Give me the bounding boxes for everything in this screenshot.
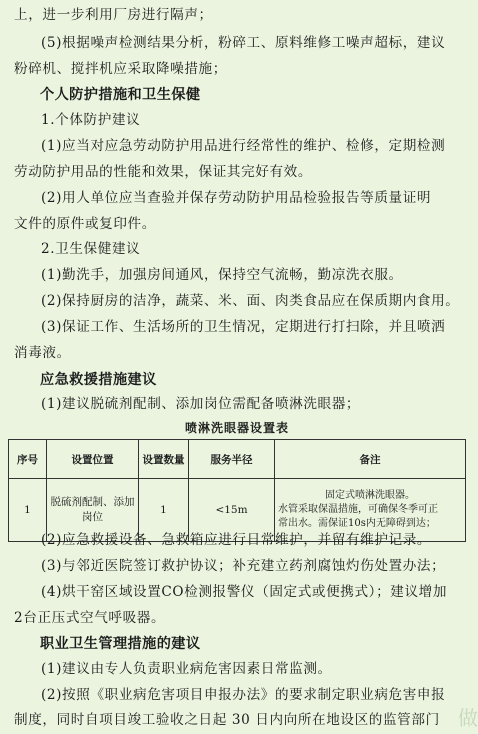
paragraph-line: (1)建议由专人负责职业病危害因素日常监测。 — [41, 661, 332, 677]
section-heading: 职业卫生管理措施的建议 — [40, 636, 201, 652]
subsection-heading: 1.个体防护建议 — [41, 112, 141, 128]
paragraph-line: (2)应急救援设备、急救箱应进行日常维护，并留有维护记录。 — [41, 532, 432, 548]
paragraph-line: 劳动防护用品的性能和效果，保证其完好有效。 — [14, 164, 313, 180]
header-cell: 序号 — [9, 440, 47, 479]
paragraph-line: (5)根据噪声检测结果分析，粉碎工、原料维修工噪声超标，建议 — [41, 35, 446, 51]
cell-no: 1 — [9, 479, 47, 542]
paragraph-line: (3)与邻近医院签订救护协议；补充建立药剂腐蚀灼伤处置办法； — [41, 558, 446, 574]
paragraph-line: 2台正压式空气呼吸器。 — [14, 610, 166, 626]
paragraph-line: (4)烘干窑区域设置CO检测报警仪（固定式或便携式）；建议增加 — [41, 584, 448, 600]
table-caption: 喷淋洗眼器设置表 — [184, 421, 289, 435]
paragraph-line: (1)勤洗手，加强房间通风，保持空气流畅，勤凉洗衣服。 — [41, 267, 403, 283]
paragraph-line: 粉碎机、搅拌机应采取降噪措施； — [14, 61, 227, 77]
remark-line: 常出水。需保证10s内无障碍到达； — [278, 518, 436, 529]
paragraph-line: (3)保证工作、生活场所的卫生情况，定期进行打扫除，并且喷洒 — [41, 319, 446, 335]
paragraph-line: (1)应当对应急劳动防护用品进行经常性的维护、检修，定期检测 — [41, 138, 446, 154]
header-cell: 设置位置 — [47, 440, 139, 479]
paragraph-line: (1)建议脱硫剂配制、添加岗位需配备喷淋洗眼器； — [41, 396, 361, 412]
paragraph-line: 消毒液。 — [14, 345, 71, 361]
subsection-heading: 2.卫生保健建议 — [41, 241, 141, 257]
section-heading: 个人防护措施和卫生保健 — [40, 87, 201, 103]
cell-location: 脱硫剂配制、添加岗位 — [47, 479, 139, 542]
watermark-text: 做 — [458, 706, 478, 730]
remark-line: 水管采取保温措施，可确保冬季可正 — [278, 504, 438, 515]
table-header-row — [9, 440, 466, 479]
cell-qty: 1 — [139, 479, 189, 542]
header-cell: 备注 — [275, 440, 466, 479]
paragraph-line: (2)用人单位应当查验并保存劳动防护用品检验报告等质量证明 — [41, 190, 432, 206]
paragraph-line: 文件的原件或复印件。 — [14, 216, 156, 232]
paragraph-line: (2)保持厨房的洁净，蔬菜、米、面、肉类食品应在保质期内食用。 — [41, 293, 460, 309]
paragraph-line: 制度，同时自项目竣工验收之日起 30 日内向所在地设区的监管部门 — [14, 712, 440, 728]
header-cell: 设置数量 — [139, 440, 189, 479]
paragraph-line: 上，进一步利用厂房进行隔声； — [14, 7, 213, 23]
paragraph-line: (2)按照《职业病危害项目申报办法》的要求制定职业病危害申报 — [41, 687, 446, 703]
header-cell: 服务半径 — [189, 440, 275, 479]
section-heading: 应急救援措施建议 — [40, 372, 157, 388]
cell-radius: <15m — [189, 479, 275, 542]
remark-line: 固定式喷淋洗眼器。 — [325, 490, 415, 501]
